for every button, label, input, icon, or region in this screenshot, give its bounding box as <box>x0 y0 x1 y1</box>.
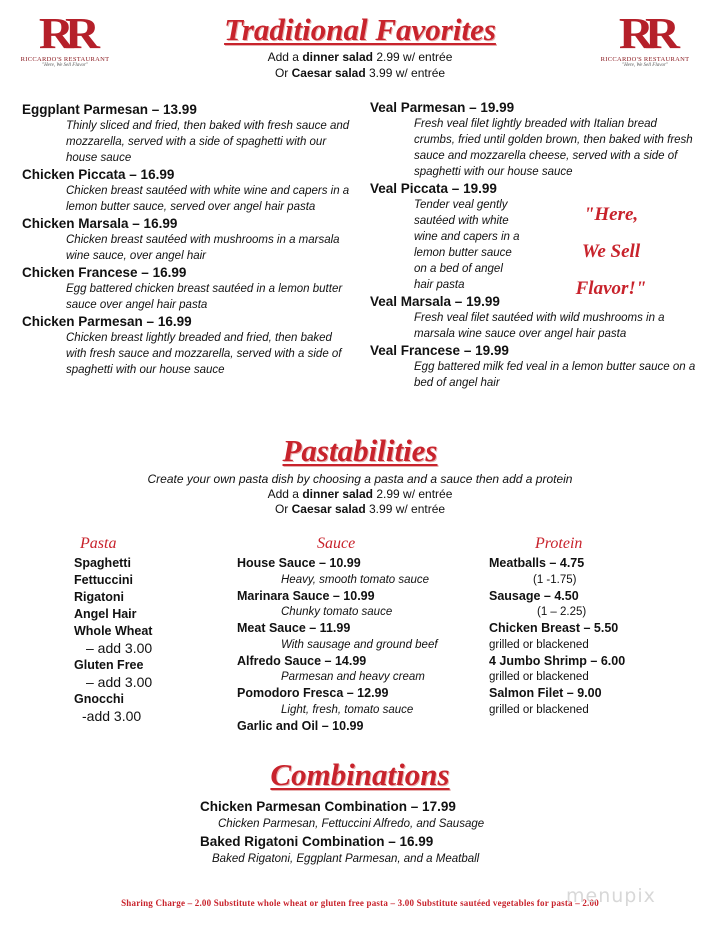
menu-item-name: Eggplant Parmesan – 13.99 <box>22 102 197 117</box>
pasta-surcharge: -add 3.00 <box>82 708 142 724</box>
combo-name: Baked Rigatoni Combination – 16.99 <box>200 834 434 849</box>
menu-item <box>370 342 700 391</box>
pasta-option: Rigatoni <box>74 590 124 604</box>
pasta-heading: Pasta <box>80 535 117 552</box>
menu-item <box>22 166 352 215</box>
menu-item-name: Veal Marsala – 19.99 <box>370 294 500 309</box>
protein-name: 4 Jumbo Shrimp – 6.00 <box>489 653 626 668</box>
menu-item-name: Chicken Marsala – 16.99 <box>22 216 178 231</box>
protein-desc: (1 -1.75) <box>533 573 577 586</box>
menu-item <box>22 101 352 166</box>
menu-item <box>370 99 700 180</box>
slogan-line: "Here, <box>583 204 639 225</box>
sauce-column <box>237 535 477 734</box>
pasta-option: Angel Hair <box>74 607 137 621</box>
combinations-title: Combinations <box>270 757 450 792</box>
note-bold: dinner salad <box>302 50 373 64</box>
menu-item-desc: Chicken breast lightly breaded and fried, then baked with fresh sauce and mozzarella, served with a side of spaghetti with our house sauce <box>66 332 342 376</box>
sauce-name: Marinara Sauce – 10.99 <box>237 588 375 603</box>
footer-charges: Sharing Charge – 2.00 Substitute whole wheat or gluten free pasta – 3.00 Substitute sautéed vegetables for pasta – 2.00 <box>121 898 599 908</box>
menu-item-name: Veal Francese – 19.99 <box>370 343 509 358</box>
sauce-name: House Sauce – 10.99 <box>237 556 361 570</box>
logo-tagline: "Here, We Sell Flavor" <box>621 63 669 68</box>
menu-item-desc: Egg battered milk fed veal in a lemon butter sauce on a bed of angel hair <box>414 361 696 389</box>
sauce-name: Meat Sauce – 11.99 <box>237 621 351 635</box>
combo-desc: Chicken Parmesan, Fettuccini Alfredo, and Sausage <box>218 818 485 830</box>
protein-name: Salmon Filet – 9.00 <box>489 686 602 700</box>
note-text: Or <box>274 502 292 516</box>
combo-item <box>200 797 560 832</box>
logo-mark: RR <box>618 9 672 58</box>
protein-desc: (1 – 2.25) <box>537 606 587 618</box>
menu-item-name: Chicken Piccata – 16.99 <box>22 167 175 182</box>
protein-desc: grilled or blackened <box>489 703 589 716</box>
note-text: Add a <box>267 50 303 64</box>
menu-item-desc: Fresh veal filet lightly breaded with Italian bread crumbs, fried until golden brown, then baked with fresh sauce and mozzarella cheese, served with a side of spaghetti with our house sauce <box>414 118 693 178</box>
note-text: 3.99 w/ entrée <box>365 66 446 80</box>
note-text: 2.99 w/ entrée <box>373 487 453 501</box>
sauce-name: Pomodoro Fresca – 12.99 <box>237 686 389 700</box>
pasta-option: Spaghetti <box>74 556 131 570</box>
slogan-line: Flavor!" <box>575 278 647 299</box>
logo-mark: RR <box>38 9 92 58</box>
logo-name: RICCARDO'S RESTAURANT <box>20 56 110 63</box>
sauce-heading: Sauce <box>317 535 356 552</box>
menu-item-name: Veal Parmesan – 19.99 <box>370 100 515 115</box>
menu-item-name: Chicken Parmesan – 16.99 <box>22 314 192 329</box>
protein-name: Chicken Breast – 5.50 <box>489 621 619 635</box>
menu-item-name: Veal Piccata – 19.99 <box>370 181 497 196</box>
pasta-option: Gluten Free <box>74 658 144 672</box>
note-text: Add a <box>267 487 303 501</box>
menu-item-desc: Thinly sliced and fried, then baked with fresh sauce and mozzarella, served with a side of spaghetti with our house sauce <box>66 120 350 164</box>
watermark: menupix <box>566 885 656 907</box>
protein-heading: Protein <box>535 535 583 552</box>
menu-item-name: Chicken Francese – 16.99 <box>22 265 187 280</box>
sauce-name: Alfredo Sauce – 14.99 <box>237 653 367 668</box>
traditional-favorites-title: Traditional Favorites <box>224 12 496 47</box>
combo-item <box>200 832 560 867</box>
sauce-desc: Chunky tomato sauce <box>281 606 393 618</box>
traditional-salad-note-2 <box>0 66 720 81</box>
traditional-salad-note-1 <box>0 50 720 65</box>
slogan-line: We Sell <box>581 241 641 262</box>
protein-desc: grilled or blackened <box>489 638 589 651</box>
slogan <box>556 196 666 307</box>
combinations-list <box>200 797 560 867</box>
note-text: 2.99 w/ entrée <box>373 50 453 64</box>
note-bold: dinner salad <box>302 487 373 501</box>
sauce-desc: Heavy, smooth tomato sauce <box>281 573 430 586</box>
menu-item-desc: Fresh veal filet sautéed with wild mushrooms in a marsala wine sauce over angel hair pasta <box>414 312 665 340</box>
sauce-name: Garlic and Oil – 10.99 <box>237 718 364 733</box>
protein-name: Meatballs – 4.75 <box>489 556 585 570</box>
note-text: 3.99 w/ entrée <box>365 502 446 516</box>
sauce-desc: With sausage and ground beef <box>281 638 438 651</box>
pastabilities-intro: Create your own pasta dish by choosing a pasta and a sauce then add a protein <box>147 472 573 486</box>
sauce-desc: Light, fresh, tomato sauce <box>281 703 414 716</box>
menu-item-desc: Egg battered chicken breast sautéed in a lemon butter sauce over angel hair pasta <box>66 283 343 311</box>
menu-item <box>22 264 352 313</box>
pastabilities-salad-note-2 <box>0 502 720 517</box>
pastabilities-salad-note-1 <box>0 487 720 502</box>
pasta-option: Whole Wheat <box>74 624 153 638</box>
pasta-surcharge: – add 3.00 <box>86 674 153 690</box>
note-text: Or <box>274 66 292 80</box>
traditional-left-column <box>22 101 352 378</box>
logo-name: RICCARDO'S RESTAURANT <box>600 56 690 63</box>
menu-item-desc: Chicken breast sautéed with mushrooms in a marsala wine sauce, over angel hair <box>66 234 340 262</box>
menu-item-desc: Chicken breast sautéed with white wine and capers in a lemon butter sauce, served over angel hair pasta <box>66 185 350 213</box>
protein-name: Sausage – 4.50 <box>489 588 579 603</box>
menu-item <box>22 215 352 264</box>
pastabilities-title: Pastabilities <box>282 433 438 468</box>
pasta-column <box>74 535 224 725</box>
pasta-surcharge: – add 3.00 <box>86 640 153 656</box>
menu-item <box>22 313 352 378</box>
sauce-desc: Parmesan and heavy cream <box>281 671 425 683</box>
menu-item-desc: Tender veal gently sautéed with white wine and capers in a lemon butter sauce on a bed of angel hair pasta <box>414 199 520 291</box>
combo-desc: Baked Rigatoni, Eggplant Parmesan, and a Meatball <box>212 853 480 865</box>
note-bold: Caesar salad <box>291 502 366 516</box>
pasta-option: Fettuccini <box>74 573 134 587</box>
combo-name: Chicken Parmesan Combination – 17.99 <box>200 799 456 814</box>
protein-desc: grilled or blackened <box>489 671 589 683</box>
protein-column <box>489 535 689 718</box>
note-bold: Caesar salad <box>291 66 366 80</box>
logo-tagline: "Here, We Sell Flavor" <box>41 63 89 68</box>
pasta-option: Gnocchi <box>74 692 125 706</box>
